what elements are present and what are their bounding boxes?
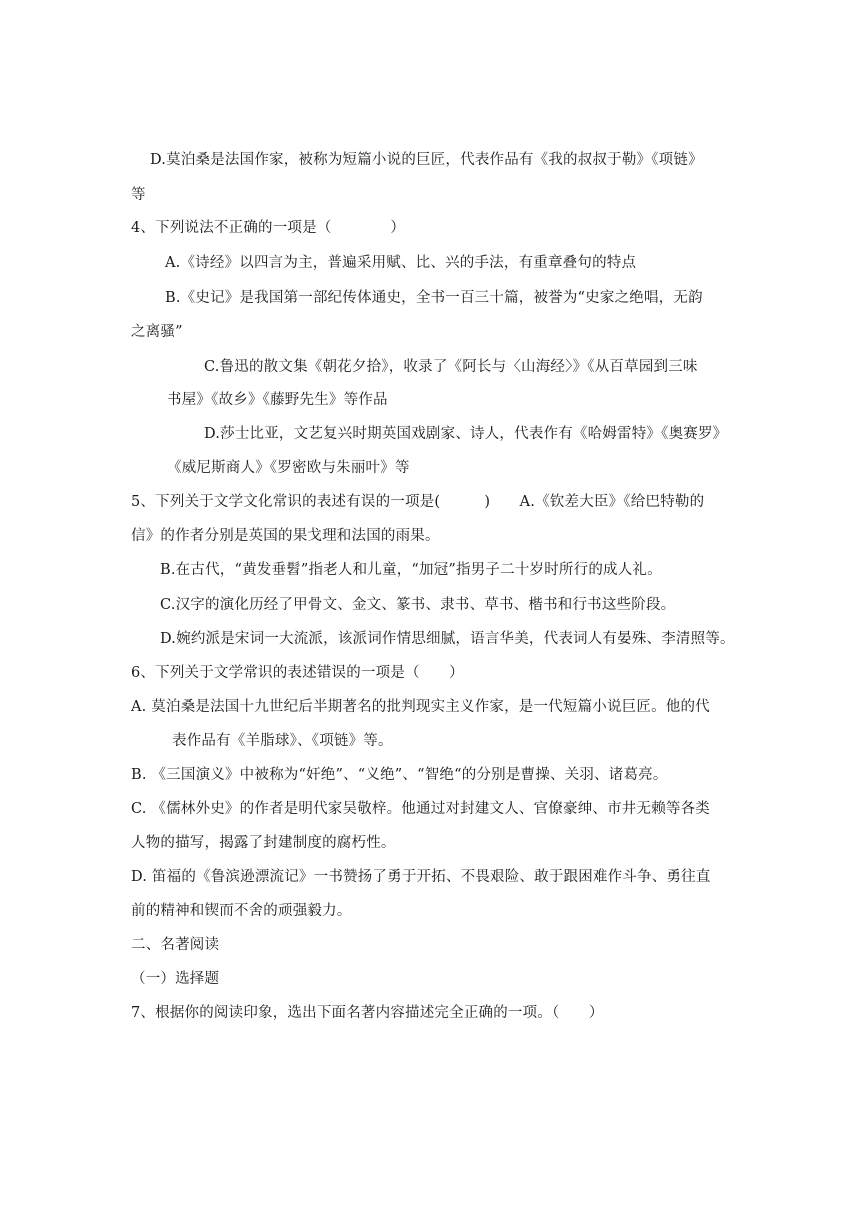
q4-option-b-line2: 之离骚” (131, 324, 183, 340)
q6-option-a-line1: A. 莫泊桑是法国十九世纪后半期著名的批判现实主义作家，是一代短篇小说巨匠。他的代 (131, 699, 710, 715)
q6-option-c-line2: 人物的描写，揭露了封建制度的腐朽性。 (131, 835, 396, 851)
q3-option-d-line2: 等 (131, 187, 146, 203)
q5-option-d: D.婉约派是宋词一大流派，该派词作情思细腻，语言华美，代表词人有晏殊、李清照等。 (160, 631, 735, 647)
q6-option-a-line2: 表作品有《羊脂球》、《项链》等。 (172, 733, 393, 749)
q4-option-d-line2: 《威尼斯商人》《罗密欧与朱丽叶》等 (167, 460, 410, 476)
q4-option-c-line1: C.鲁迅的散文集《朝花夕拾》，收录了《阿长与〈山海经〉》《从百草园到三味 (204, 359, 698, 375)
question-4-stem: 4、下列说法不正确的一项是（ ） (131, 220, 406, 236)
q5-option-b: B.在古代，“黄发垂髫”指老人和儿童，“加冠”指男子二十岁时所行的成人礼。 (160, 562, 662, 578)
q5-option-c: C.汉字的演化历经了甲骨文、金文、篆书、隶书、草书、楷书和行书这些阶段。 (160, 597, 676, 613)
q6-option-c-line1: C. 《儒林外史》的作者是明代家吴敬梓。他通过对封建文人、官僚豪绅、市井无赖等各类 (131, 801, 710, 817)
q4-option-c-line2: 书屋》《故乡》《藤野先生》等作品 (167, 392, 388, 408)
q4-option-d-line1: D.莎士比亚，文艺复兴时期英国戏剧家、诗人，代表作有《哈姆雷特》《奥赛罗》 (204, 426, 728, 442)
question-6-stem: 6、下列关于文学常识的表述错误的一项是（ ） (131, 665, 464, 681)
q6-option-d-line1: D. 笛福的《鲁滨逊漂流记》一书赞扬了勇于开拓、不畏艰险、敢于跟困难作斗争、勇往直 (131, 869, 711, 885)
q3-option-d-line1: D.莫泊桑是法国作家，被称为短篇小说的巨匠，代表作品有《我的叔叔于勒》《项链》 (150, 152, 703, 168)
section-2-heading: 二、名著阅读 (131, 937, 220, 953)
question-7-stem: 7、根据你的阅读印象，选出下面名著内容描述完全正确的一项。（ ） (131, 1005, 604, 1021)
q4-option-a: A.《诗经》以四言为主，普遍采用赋、比、兴的手法，有重章叠句的特点 (165, 255, 637, 271)
q6-option-b: B. 《三国演义》中被称为“奸绝”、“义绝”、“智绝“的分别是曹操、关羽、诸葛亮。 (131, 767, 668, 783)
q6-option-d-line2: 前的精神和锲而不舍的顽强毅力。 (131, 903, 352, 919)
question-5-stem: 5、下列关于文学文化常识的表述有误的一项是( ) A.《钦差大臣》《给巴特勒的 (131, 494, 705, 510)
subsection-1-heading: （一）选择题 (131, 971, 220, 987)
q5-option-a-line2: 信》的作者分别是英国的果戈理和法国的雨果。 (131, 528, 440, 544)
q4-option-b-line1: B.《史记》是我国第一部纪传体通史，全书一百三十篇，被誉为“史家之绝唱，无韵 (165, 290, 703, 306)
